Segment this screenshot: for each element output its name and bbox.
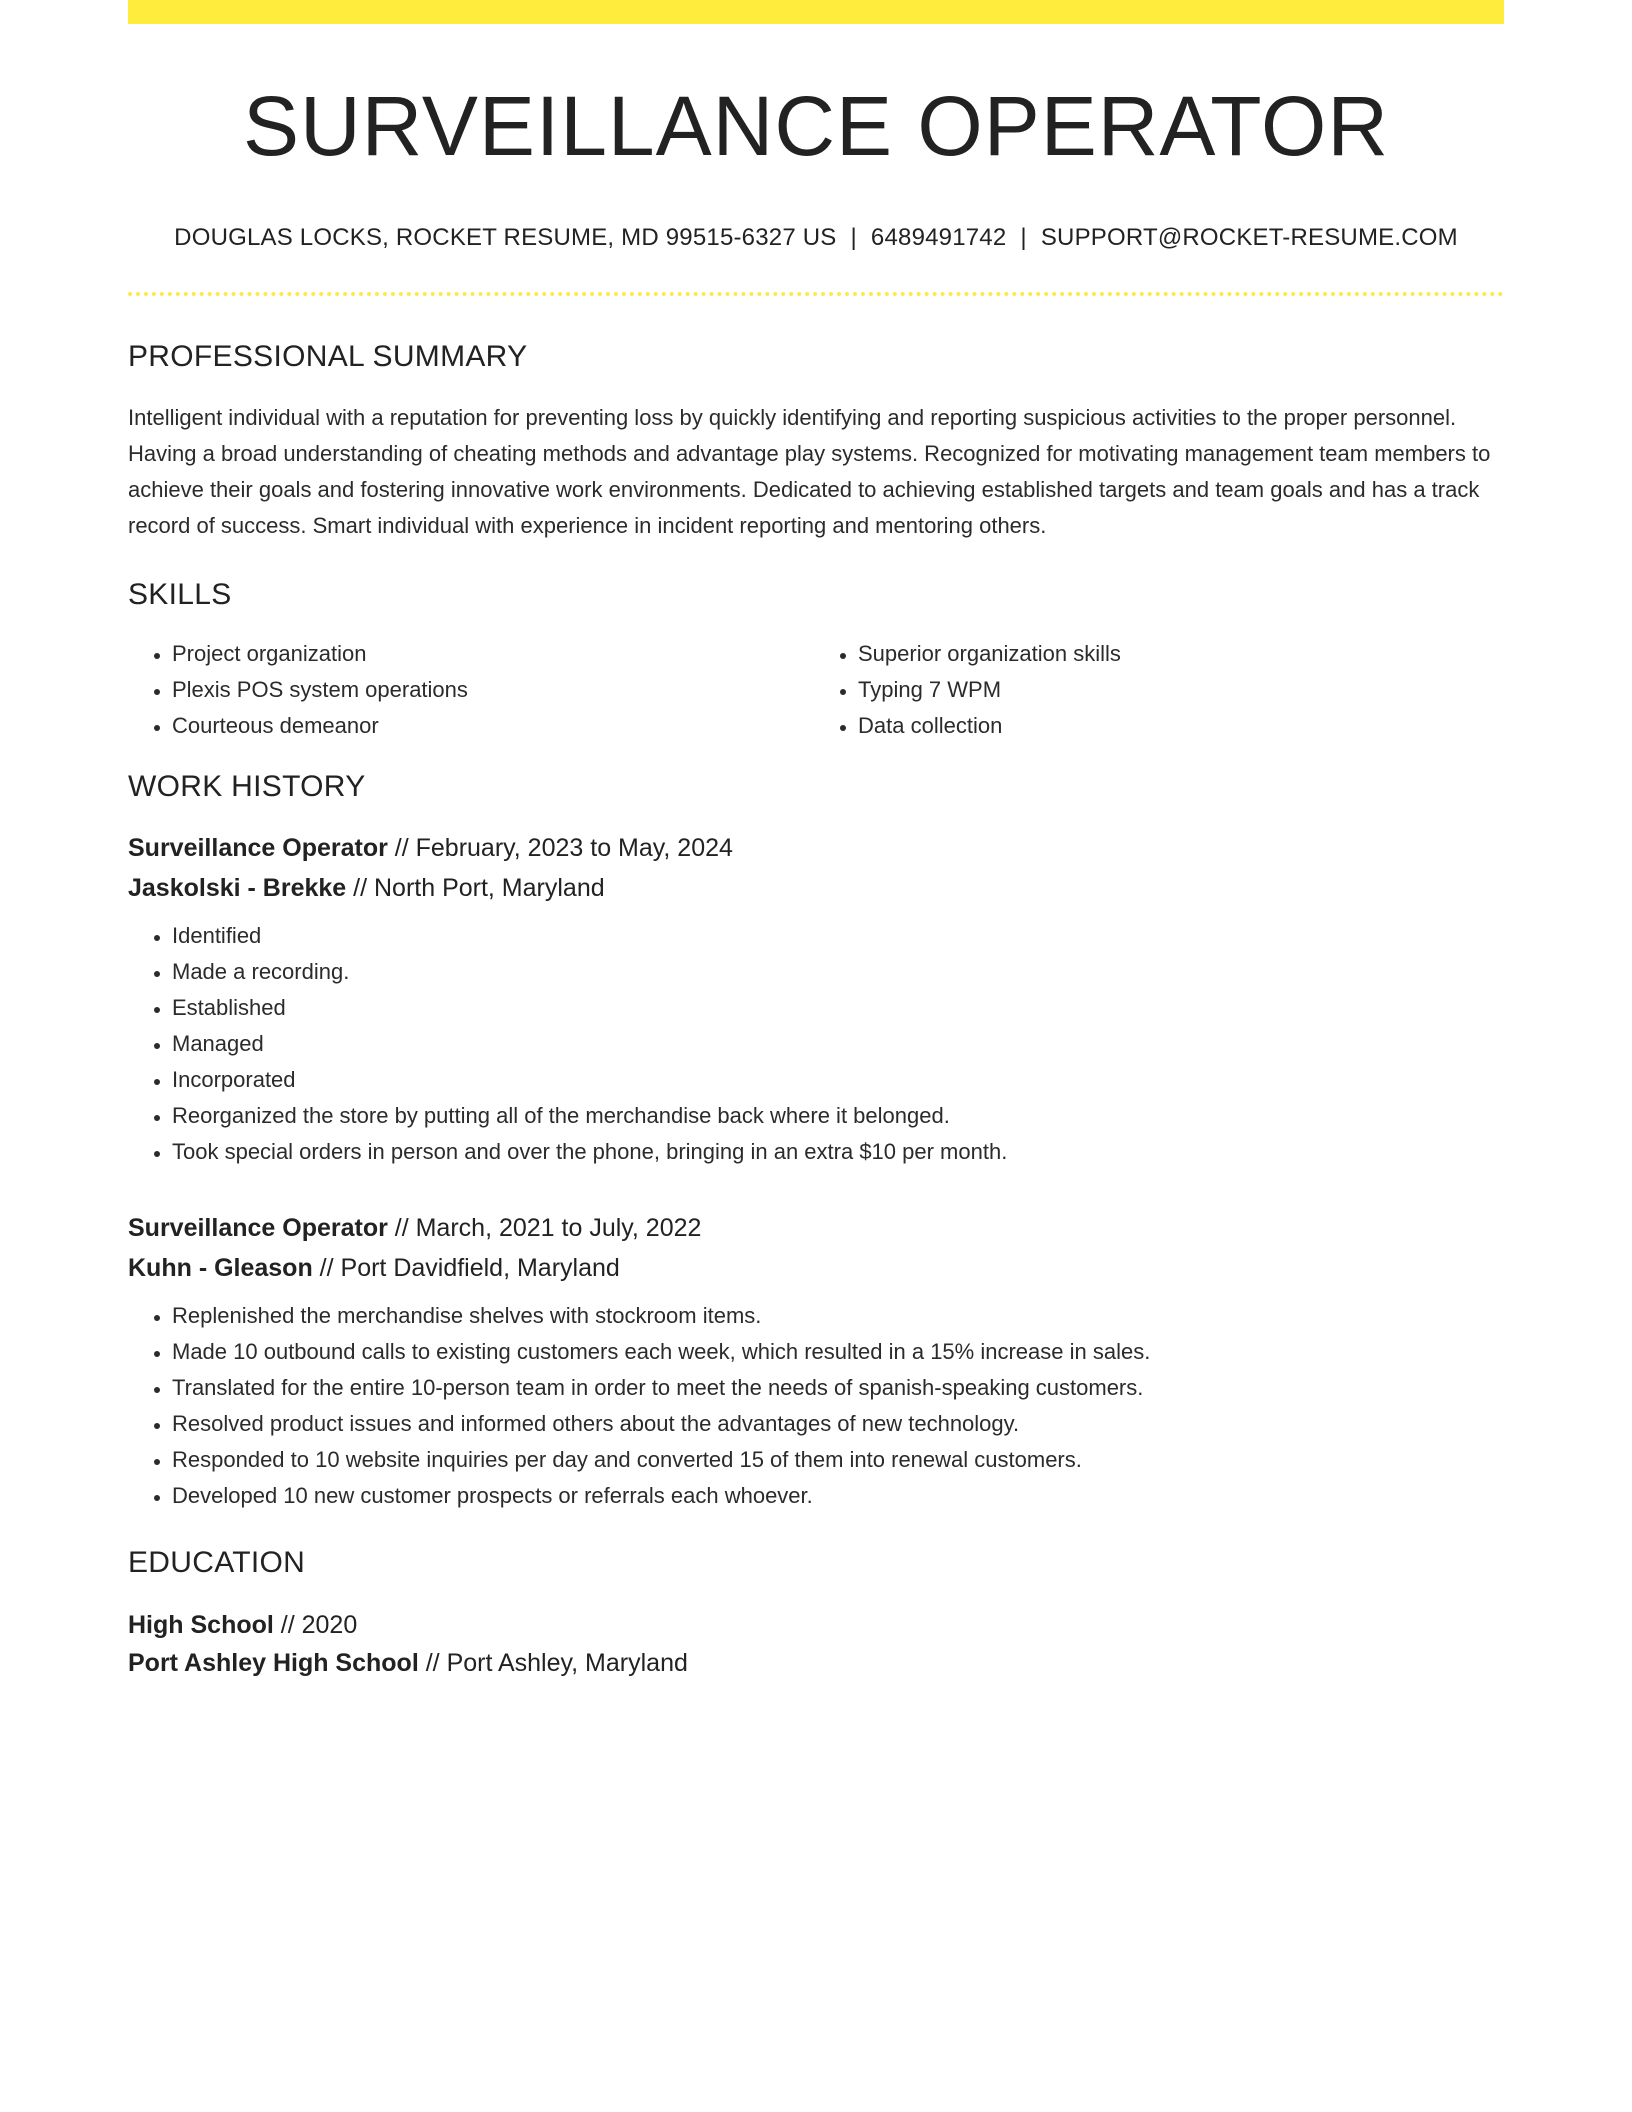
summary-heading: PROFESSIONAL SUMMARY xyxy=(128,340,528,374)
job-company-line xyxy=(128,868,1504,908)
job-bullets xyxy=(128,1298,1504,1514)
contact-address: DOUGLAS LOCKS, ROCKET RESUME, MD 99515-6327 US xyxy=(174,224,837,252)
job-location: // Port Davidfield, Maryland xyxy=(312,1254,620,1283)
summary-section xyxy=(128,340,1504,544)
job-dates: // March, 2021 to July, 2022 xyxy=(387,1214,702,1243)
job-bullet: • Responded to 10 website inquiries per day and converted 15 of them into renewal customers. xyxy=(172,1442,1504,1478)
education-school-line xyxy=(128,1644,1504,1682)
job-role: Surveillance Operator xyxy=(128,834,388,863)
skills-grid xyxy=(128,636,1504,744)
job-bullet: • Replenished the merchandise shelves with stockroom items. xyxy=(172,1298,1504,1334)
summary-text: Intelligent individual with a reputation for preventing loss by quickly identifying and reporting suspicious activities to the proper personnel. Having a broad understanding of cheating methods and advantage play systems. Recognized for motivating management team members to achieve their goals and fostering innovative work environments. Dedicated to achieving established targets and team goals and has a track record of success. Smart individual with experience in incident reporting and mentoring others. xyxy=(128,405,1491,539)
header-divider xyxy=(128,292,1504,296)
job-location: // North Port, Maryland xyxy=(346,874,605,903)
accent-bar xyxy=(128,0,1504,24)
page-title: SURVEILLANCE OPERATOR xyxy=(242,79,1390,173)
skill-item: • Courteous demeanor xyxy=(172,708,808,744)
work-history-heading: WORK HISTORY xyxy=(128,770,366,804)
skill-item: • Data collection xyxy=(858,708,1494,744)
work-history-section xyxy=(128,770,1504,1514)
job-bullet: • Managed xyxy=(172,1026,1504,1062)
job-bullet: • Developed 10 new customer prospects or referrals each whoever. xyxy=(172,1478,1504,1514)
skills-list-left xyxy=(128,636,808,744)
job-title-line xyxy=(128,1208,1504,1248)
education-location: // Port Ashley, Maryland xyxy=(418,1649,688,1678)
job-company: Jaskolski - Brekke xyxy=(128,874,347,903)
job-role: Surveillance Operator xyxy=(128,1214,388,1243)
education-year: // 2020 xyxy=(273,1611,358,1640)
resume-page xyxy=(128,0,1504,1682)
job-bullets xyxy=(128,918,1504,1170)
skills-section xyxy=(128,578,1504,744)
skills-heading: SKILLS xyxy=(128,578,232,612)
education-entry xyxy=(128,1606,1504,1682)
skill-item: • Plexis POS system operations xyxy=(172,672,808,708)
education-degree: High School xyxy=(128,1611,274,1640)
contact-email: SUPPORT@ROCKET-RESUME.COM xyxy=(1040,224,1458,252)
job-company-line xyxy=(128,1248,1504,1288)
skills-list-right xyxy=(808,636,1494,744)
job-bullet: • Made 10 outbound calls to existing customers each week, which resulted in a 15% increase in sales. xyxy=(172,1334,1504,1370)
job-dates: // February, 2023 to May, 2024 xyxy=(387,834,733,863)
skill-item: • Project organization xyxy=(172,636,808,672)
job-bullet: • Resolved product issues and informed others about the advantages of new technology. xyxy=(172,1406,1504,1442)
job-bullet: • Established xyxy=(172,990,1504,1026)
education-heading: EDUCATION xyxy=(128,1546,306,1580)
job-company: Kuhn - Gleason xyxy=(128,1254,313,1283)
job-entry xyxy=(128,1208,1504,1514)
job-bullet: • Took special orders in person and over the phone, bringing in an extra $10 per month. xyxy=(172,1134,1504,1170)
contact-phone: 6489491742 xyxy=(870,224,1007,252)
job-entry xyxy=(128,828,1504,1170)
job-bullet: • Incorporated xyxy=(172,1062,1504,1098)
education-section xyxy=(128,1546,1504,1682)
contact-separator: | xyxy=(850,224,857,252)
job-bullet: • Identified xyxy=(172,918,1504,954)
education-school: Port Ashley High School xyxy=(128,1649,419,1678)
job-bullet: • Translated for the entire 10-person team in order to meet the needs of spanish-speaking customers. xyxy=(172,1370,1504,1406)
job-title-line xyxy=(128,828,1504,868)
job-bullet: • Made a recording. xyxy=(172,954,1504,990)
job-bullet: • Reorganized the store by putting all of the merchandise back where it belonged. xyxy=(172,1098,1504,1134)
education-degree-line xyxy=(128,1606,1504,1644)
contact-line xyxy=(128,224,1504,252)
contact-separator: | xyxy=(1020,224,1027,252)
skill-item: • Superior organization skills xyxy=(858,636,1494,672)
skill-item: • Typing 7 WPM xyxy=(858,672,1494,708)
